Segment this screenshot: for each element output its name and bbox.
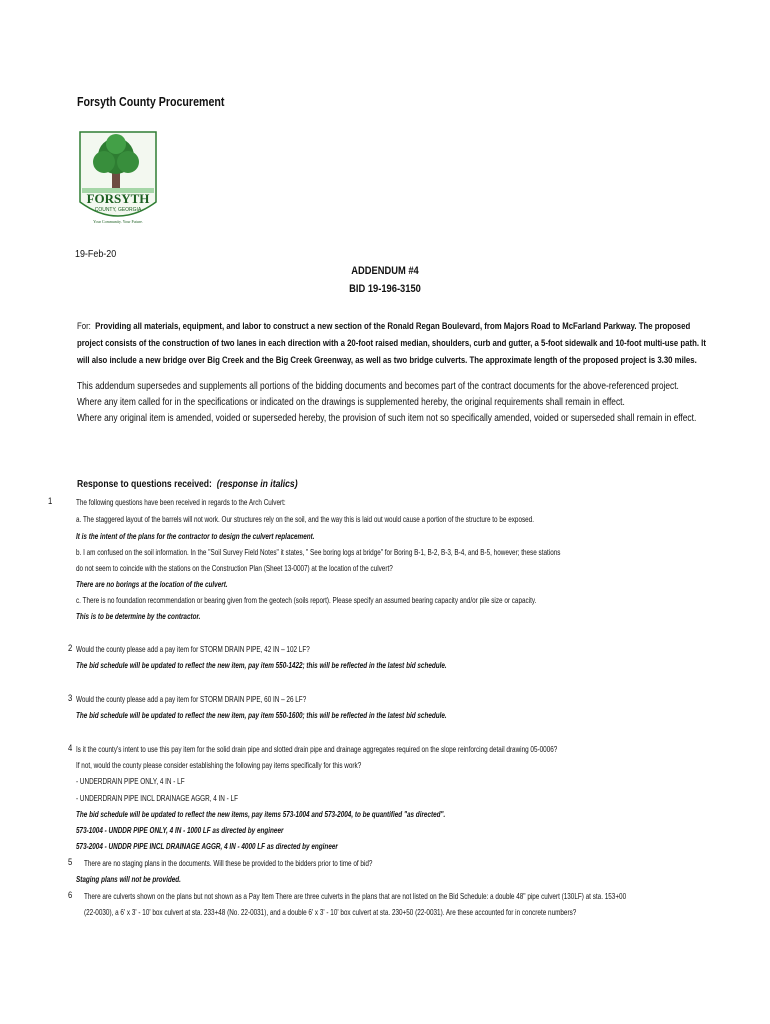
answer-text: This is to be determine by the contractor. <box>76 611 201 621</box>
answer-text: It is the intent of the plans for the contractor to design the culvert replacement. <box>76 531 315 541</box>
response-heading <box>77 478 298 490</box>
pay-item-bullet: - UNDERDRAIN PIPE ONLY, 4 IN - LF <box>76 776 185 786</box>
response-note: (response in italics) <box>216 478 298 490</box>
answer-text: The bid schedule will be updated to reflect the new items, pay items 573-1004 and 573-2004, to be quantified "as directed". <box>76 809 446 819</box>
answer-text: There are no borings at the location of the culvert. <box>76 579 228 589</box>
question-text: Is it the county's intent to use this pay item for the solid drain pipe and slotted drain pipe and drainage aggregates required on the slope reinforcing detail drawing 05-0006? <box>76 744 558 754</box>
question-number: 1 <box>48 496 53 506</box>
question-text: The following questions have been received in regards to the Arch Culvert: <box>76 497 286 507</box>
question-text: Would the county please add a pay item for STORM DRAIN PIPE, 60 IN – 26 LF? <box>76 694 307 704</box>
question-number: 5 <box>68 857 73 867</box>
forsyth-county-logo <box>78 130 158 230</box>
svg-text:Your Community. Your Future.: Your Community. Your Future. <box>93 219 143 224</box>
question-number: 3 <box>68 693 73 703</box>
response-label: Response to questions received: <box>77 478 212 490</box>
answer-text: The bid schedule will be updated to reflect the new item, pay item 550-1600; this will be reflected in the latest bid schedule. <box>76 710 447 720</box>
scope-line-2: project consists of the construction of two lanes in each direction with a 20-foot raised median, shoulders, curb and gutter, a 5-foot sidewalk and 10-foot multi-use path. It <box>77 338 706 349</box>
question-number: 2 <box>68 643 73 653</box>
addendum-terms <box>77 378 717 426</box>
answer-text: The bid schedule will be updated to reflect the new item, pay item 550-1422; this will be reflected in the latest bid schedule. <box>76 660 447 670</box>
question-text: do not seem to coincide with the stations on the Construction Plan (Sheet 13-0007) at the location of the culvert? <box>76 563 393 573</box>
bid-number: BID 19-196-3150 <box>349 283 421 295</box>
terms-paragraph: This addendum supersedes and supplements all portions of the bidding documents and becomes part of the contract documents for the above-referenced project. <box>77 380 679 392</box>
question-text: c. There is no foundation recommendation or bearing given from the geotech (soils report). Please specify an assumed bearing capacity and/or pile size or capacity. <box>76 595 537 605</box>
terms-paragraph: Where any original item is amended, voided or superseded hereby, the provision of such item not so specifically amended, voided or superseded shall remain in effect. <box>77 412 697 424</box>
project-scope <box>77 318 717 369</box>
pay-item-bullet: - UNDERDRAIN PIPE INCL DRAINAGE AGGR, 4 IN - LF <box>76 793 238 803</box>
question-text: b. I am confused on the soil information. In the "Soil Survey Field Notes" it states, " See boring logs at bridge" for Boring B-1, B-2, B-3, B-4, and B-5, however; these stations <box>76 547 561 557</box>
scope-label: For: <box>77 321 91 332</box>
question-text: If not, would the county please consider establishing the following pay items specifically for this work? <box>76 760 362 770</box>
svg-text:COUNTY, GEORGIA: COUNTY, GEORGIA <box>94 207 142 213</box>
question-number: 6 <box>68 890 73 900</box>
document-date: 19-Feb-20 <box>75 248 117 260</box>
answer-text: Staging plans will not be provided. <box>76 874 181 884</box>
question-text: (22-0030), a 6' x 3' - 10' box culvert at sta. 233+48 (No. 22-0031), and a double 6' x 3' - 10' box culvert at sta. 230+50 (22-0031). Are these accounted for in concrete numbers? <box>84 907 577 917</box>
question-number: 4 <box>68 743 73 753</box>
scope-line-1: Providing all materials, equipment, and labor to construct a new section of the Ronald Regan Boulevard, from Majors Road to McFarland Parkway. The proposed <box>95 321 691 332</box>
terms-paragraph: Where any item called for in the specifications or indicated on the drawings is supplemented hereby, the original requirements shall remain in effect. <box>77 396 625 408</box>
page-header: Forsyth County Procurement <box>77 94 225 109</box>
question-text: a. The staggered layout of the barrels will not work. Our structures rely on the soil, and the way this is laid out would cause a portion of the structure to be exposed. <box>76 514 535 524</box>
question-text: Would the county please add a pay item for STORM DRAIN PIPE, 42 IN – 102 LF? <box>76 644 310 654</box>
addendum-title: ADDENDUM #4 <box>351 265 419 277</box>
question-text: There are no staging plans in the documents. Will these be provided to the bidders prior to time of bid? <box>84 858 373 868</box>
question-text: There are culverts shown on the plans but not shown as a Pay Item There are three culverts in the plans that are not listed on the Bid Schedule: a double 48" pipe culvert (130LF) at sta. 153+00 <box>84 891 627 901</box>
answer-text: 573-2004 - UNDDR PIPE INCL DRAINAGE AGGR, 4 IN - 4000 LF as directed by engineer <box>76 841 338 851</box>
scope-line-3: will also include a new bridge over Big Creek and the Big Creek Greenway, as well as two bridge culverts. The approximate length of the proposed project is 3.30 miles. <box>77 355 697 366</box>
svg-text:FORSYTH: FORSYTH <box>86 191 150 206</box>
answer-text: 573-1004 - UNDDR PIPE ONLY, 4 IN - 1000 LF as directed by engineer <box>76 825 284 835</box>
